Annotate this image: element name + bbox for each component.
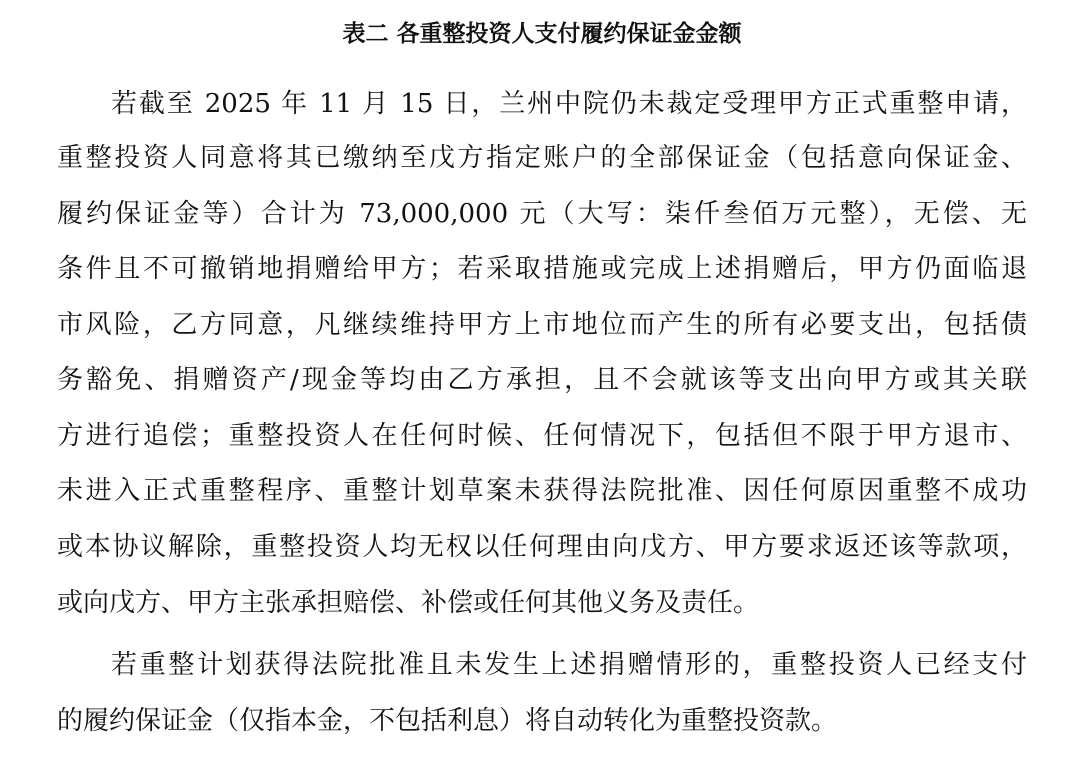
- paragraph-1-line-3: 履约保证金等）合计为 73,000,000 元（大写：柒仟叁佰万元整），无偿、无: [57, 199, 1027, 229]
- paragraph-2-line-2: 的履约保证金（仅指本金，不包括利息）将自动转化为重整投资款。: [57, 706, 838, 736]
- paragraph-1-line-6: 务豁免、捐赠资产/现金等均由乙方承担，且不会就该等支出向甲方或其关联: [57, 365, 1027, 395]
- paragraph-1-line-5: 市风险，乙方同意，凡继续维持甲方上市地位而产生的所有必要支出，包括债: [57, 310, 1027, 340]
- paragraph-1-line-9: 或本协议解除，重整投资人均无权以任何理由向戊方、甲方要求返还该等款项，: [57, 532, 1027, 562]
- paragraph-1-line-10: 或向戊方、甲方主张承担赔偿、补偿或任何其他义务及责任。: [57, 588, 760, 618]
- paragraph-1-line-2: 重整投资人同意将其已缴纳至戊方指定账户的全部保证金（包括意向保证金、: [57, 143, 1027, 173]
- table-caption-title: 表二 各重整投资人支付履约保证金金额: [342, 21, 742, 47]
- paragraph-1-line-8: 未进入正式重整程序、重整计划草案未获得法院批准、因任何原因重整不成功: [57, 476, 1027, 506]
- paragraph-1-line-7: 方进行追偿；重整投资人在任何时候、任何情况下，包括但不限于甲方退市、: [57, 421, 1027, 451]
- paragraph-2-line-1: 若重整计划获得法院批准且未发生上述捐赠情形的，重整投资人已经支付: [111, 650, 1027, 680]
- paragraph-1-line-4: 条件且不可撤销地捐赠给甲方；若采取措施或完成上述捐赠后，甲方仍面临退: [57, 254, 1027, 284]
- paragraph-1-line-1: 若截至 2025 年 11 月 15 日，兰州中院仍未裁定受理甲方正式重整申请，: [111, 89, 1027, 119]
